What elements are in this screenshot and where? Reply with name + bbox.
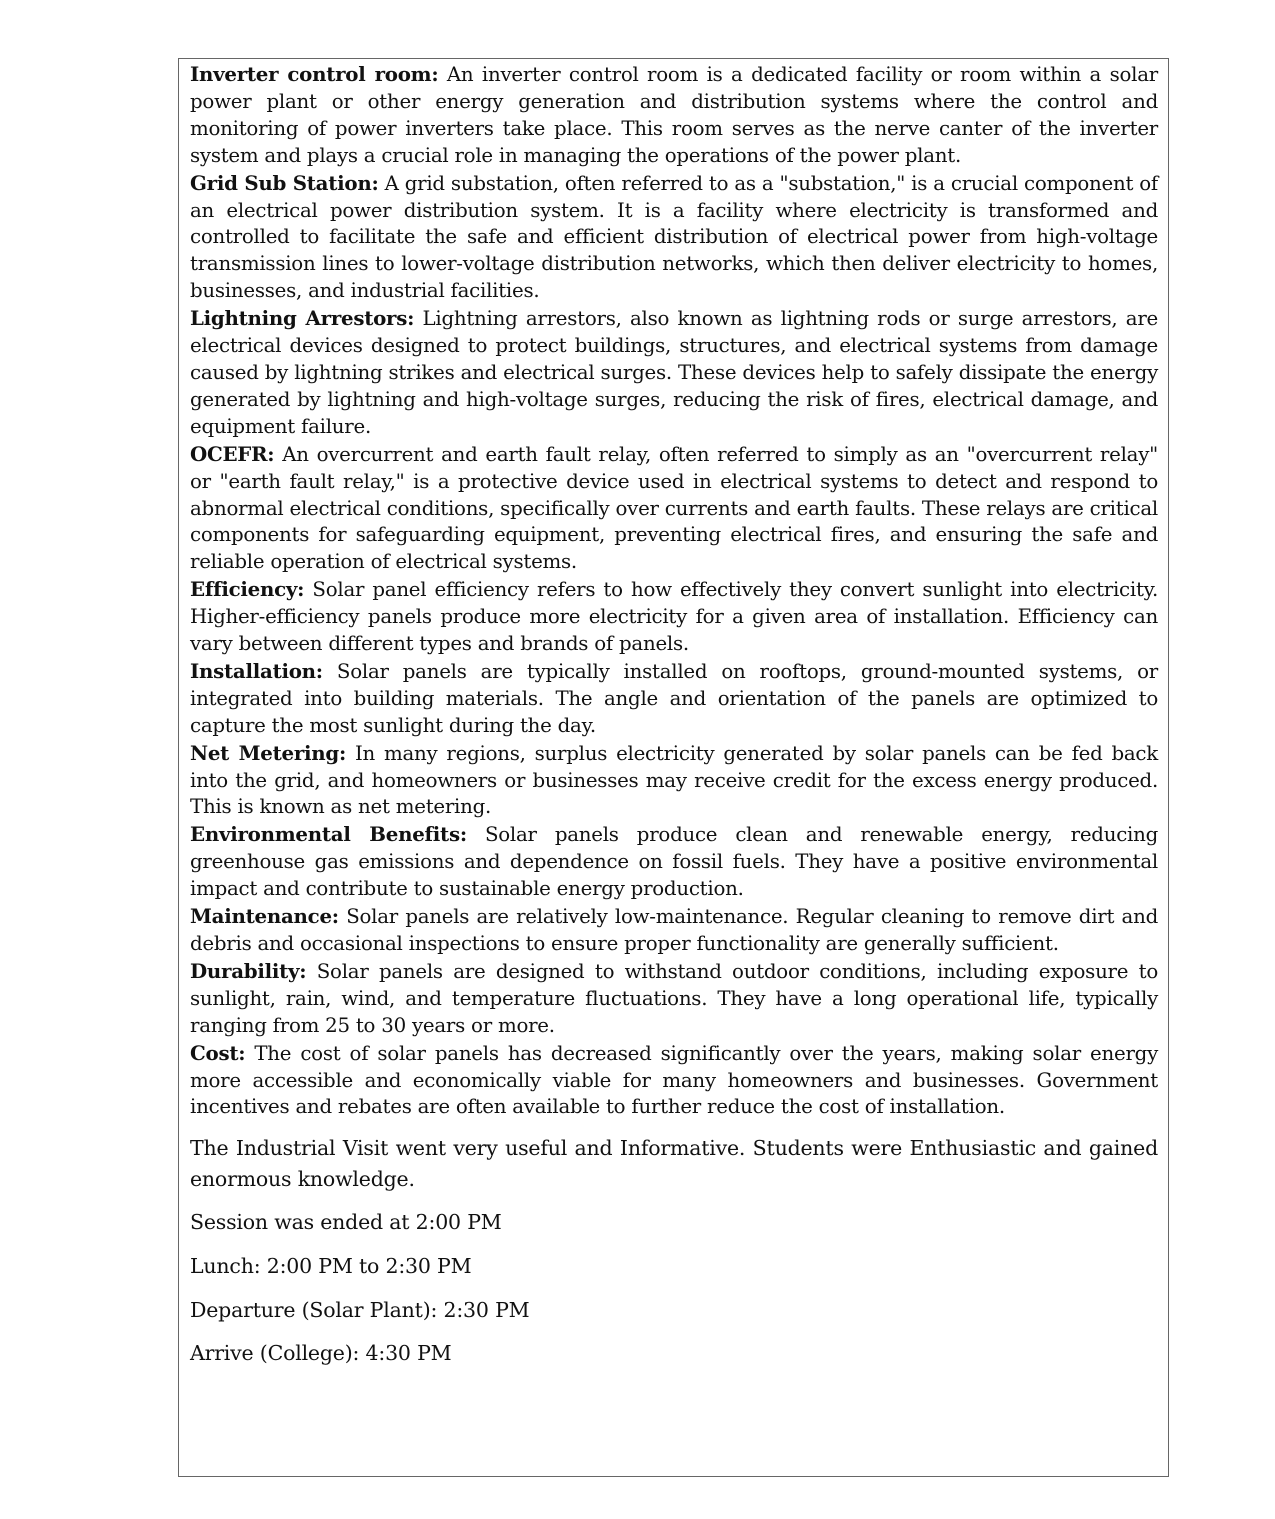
- closing-remark: The Industrial Visit went very useful and Informative. Students were Enthusiastic and gained enormous knowledge.: [190, 1136, 1158, 1192]
- glossary-definition: A grid substation, often referred to as a "substation," is a crucial component of an electrical power distribution system. It is a facility where electricity is transformed and controlled to facilitate the safe and efficient distribution of electrical power from high-voltage transmission lines to lower-voltage distribution networks, which then deliver electricity to homes, businesses, and industrial facilities.: [190, 171, 1158, 303]
- glossary-definition: Solar panels are typically installed on rooftops, ground-mounted systems, or integrated into building materials. The angle and orientation of the panels are optimized to capture the most sunlight during the day.: [190, 659, 1158, 737]
- glossary-entry-net-metering: [190, 740, 1158, 822]
- schedule-session-end: Session was ended at 2:00 PM: [190, 1210, 502, 1235]
- glossary-term: Durability:: [190, 958, 307, 983]
- glossary-definition: An inverter control room is a dedicated facility or room within a solar power plant or other energy generation and distribution systems where the control and monitoring of power inverters take place. This room serves as the nerve canter of the inverter system and plays a crucial role in managing the operations of the power plant.: [190, 63, 1158, 167]
- glossary-entry-cost: [190, 1040, 1158, 1122]
- glossary-term: Maintenance:: [190, 904, 339, 929]
- glossary-entry-grid-sub-station: [190, 170, 1158, 306]
- schedule-lunch: Lunch: 2:00 PM to 2:30 PM: [190, 1253, 472, 1278]
- glossary-entry-inverter-control-room: [190, 61, 1158, 170]
- glossary-entry-installation: [190, 658, 1158, 740]
- glossary-definition: Lightning arrestors, also known as lightning rods or surge arrestors, are electrical devices designed to protect buildings, structures, and electrical systems from damage caused by lightning strikes and electrical surges. These devices help to safely dissipate the energy generated by lightning and high-voltage surges, reducing the risk of fires, electrical damage, and equipment failure.: [190, 307, 1158, 438]
- glossary-term: Installation:: [190, 658, 323, 683]
- glossary-definition: An overcurrent and earth fault relay, often referred to simply as an "overcurrent relay" or "earth fault relay," is a protective device used in electrical systems to detect and respond to abnormal electrical conditions, specifically over currents and earth faults. These relays are critical components for safeguarding equipment, preventing electrical fires, and ensuring the safe and reliable operation of electrical systems.: [190, 442, 1158, 574]
- glossary-term: Inverter control room:: [190, 62, 439, 86]
- glossary-definition: Solar panels produce clean and renewable energy, reducing greenhouse gas emissions and dependence on fossil fuels. They have a positive environmental impact and contribute to sustainable energy production.: [190, 823, 1158, 901]
- glossary-entry-durability: [190, 958, 1158, 1040]
- glossary-term: OCEFR:: [190, 441, 275, 466]
- glossary-term: Cost:: [190, 1040, 246, 1065]
- glossary-definition: Solar panels are designed to withstand outdoor conditions, including exposure to sunlight, rain, wind, and temperature fluctuations. They have a long operational life, typically ranging from 25 to 30 years or more.: [190, 959, 1158, 1037]
- glossary-entry-environmental-benefits: [190, 821, 1158, 903]
- glossary-term: Environmental Benefits:: [190, 822, 467, 847]
- glossary-definition: In many regions, surplus electricity generated by solar panels can be fed back into the grid, and homeowners or businesses may receive credit for the excess energy produced. This is known as net metering.: [190, 741, 1158, 819]
- glossary-definition: Solar panel efficiency refers to how effectively they convert sunlight into electricity. Higher-efficiency panels produce more electricity for a given area of installation. Efficiency can vary between different types and brands of panels.: [190, 578, 1158, 656]
- glossary-definition: Solar panels are relatively low-maintenance. Regular cleaning to remove dirt and debris and occasional inspections to ensure proper functionality are generally sufficient.: [190, 905, 1158, 955]
- document-content: [190, 61, 1158, 1370]
- glossary-definition: The cost of solar panels has decreased significantly over the years, making solar energy more accessible and economically viable for many homeowners and businesses. Government incentives and rebates are often available to further reduce the cost of installation.: [190, 1041, 1158, 1119]
- glossary-entry-maintenance: [190, 903, 1158, 958]
- schedule-arrival: Arrive (College): 4:30 PM: [190, 1341, 452, 1366]
- glossary-term: Efficiency:: [190, 577, 305, 602]
- glossary-term: Net Metering:: [190, 740, 347, 765]
- glossary-entry-efficiency: [190, 576, 1158, 658]
- glossary-term: Grid Sub Station:: [190, 170, 379, 195]
- schedule-departure: Departure (Solar Plant): 2:30 PM: [190, 1297, 530, 1322]
- glossary-entry-ocefr: [190, 441, 1158, 577]
- glossary-term: Lightning Arrestors:: [190, 306, 415, 331]
- glossary-entry-lightning-arrestors: [190, 305, 1158, 441]
